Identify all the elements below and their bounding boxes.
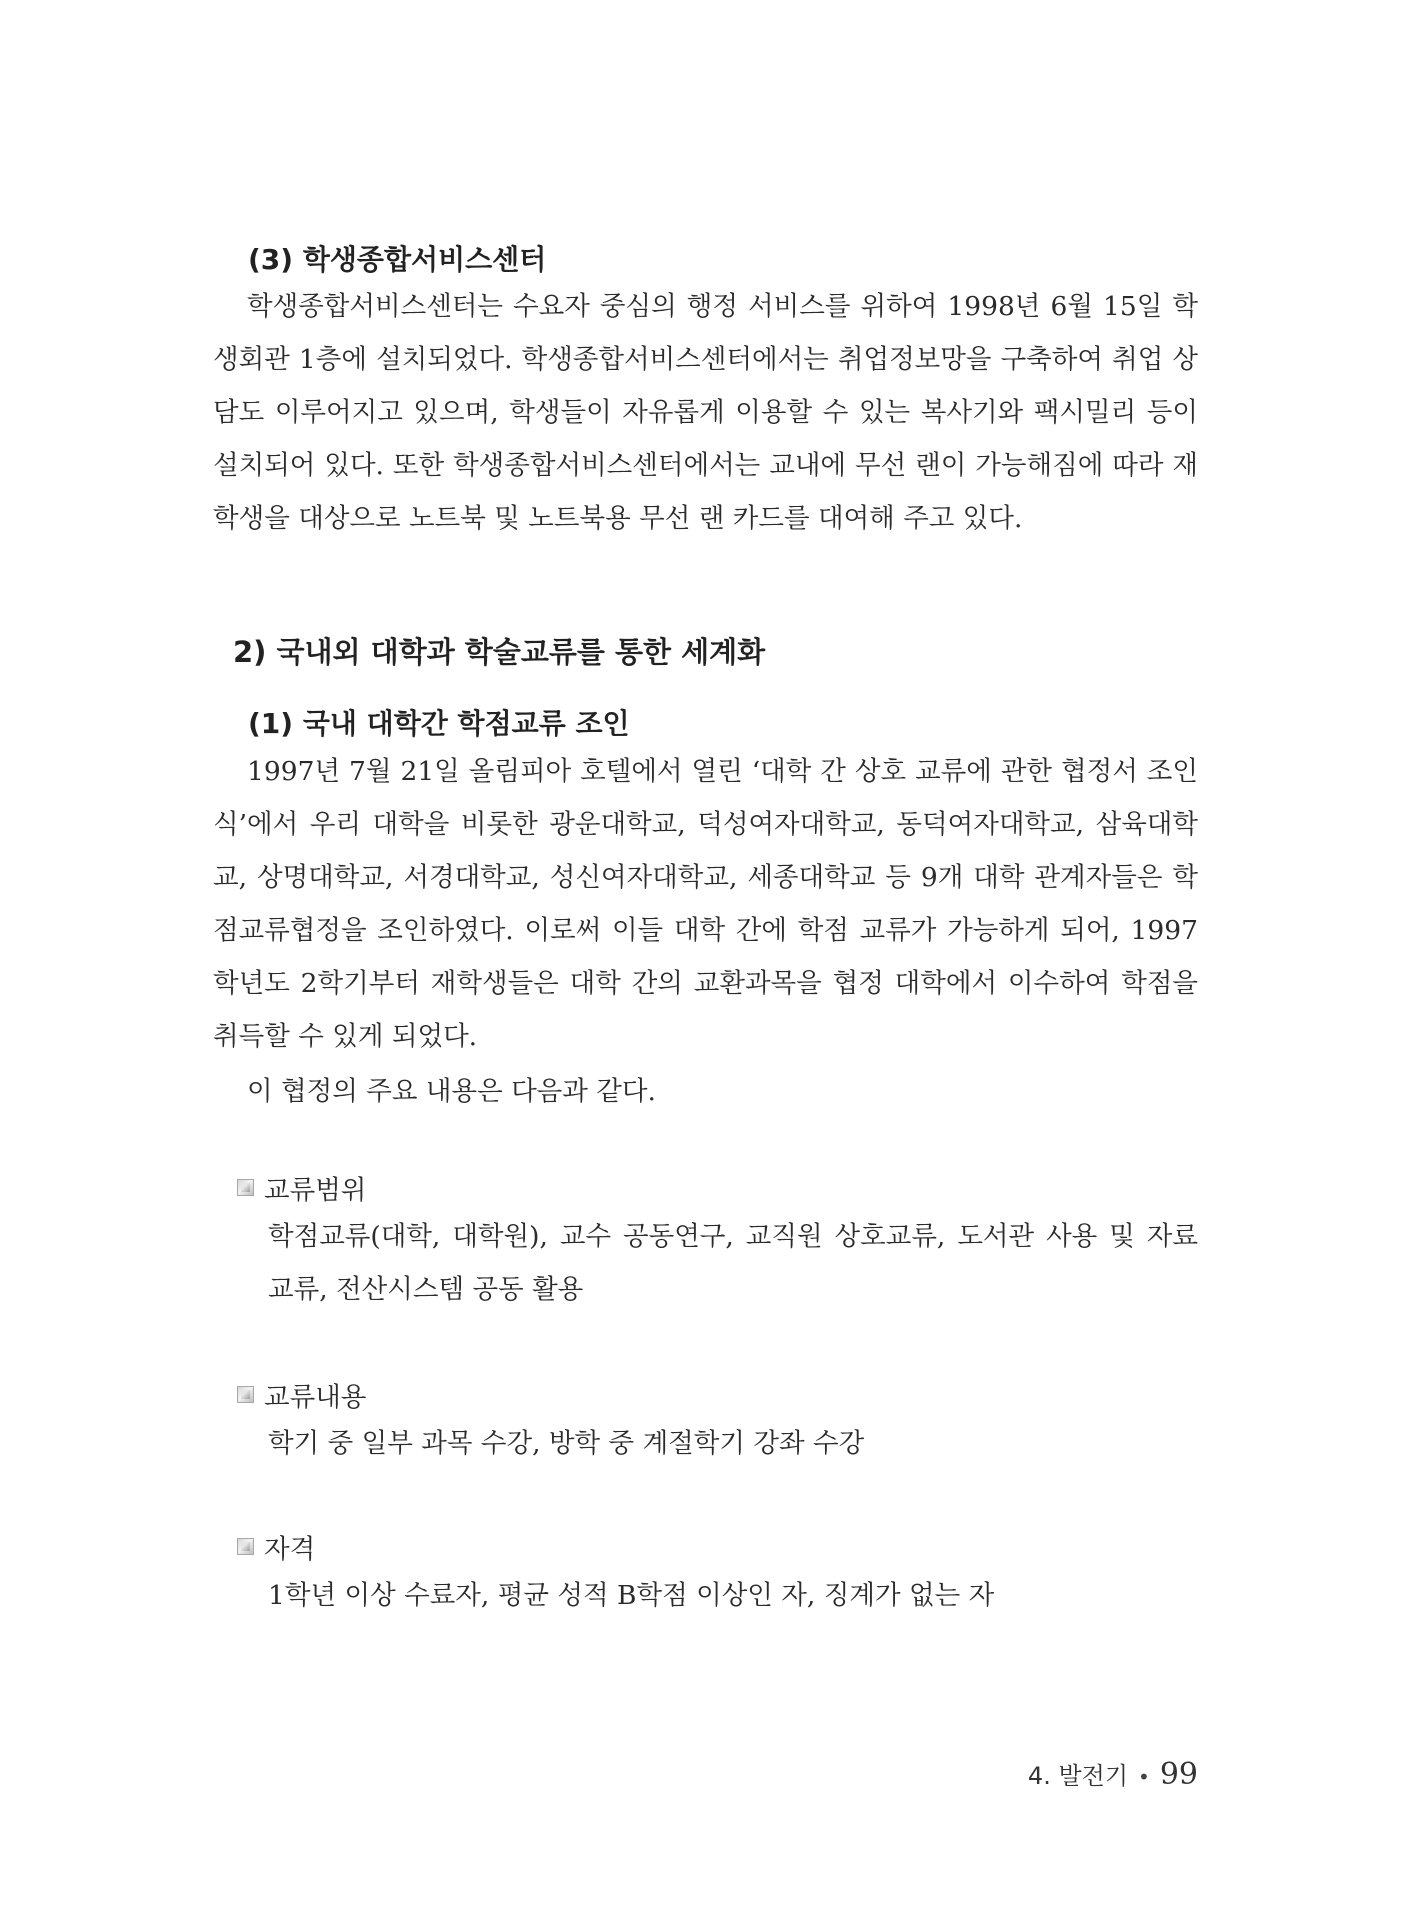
list-item-exchange-content xyxy=(237,1375,366,1414)
list-item-label: 교류내용 xyxy=(264,1382,367,1413)
list-item-qualification xyxy=(237,1527,315,1566)
list-item-text: 1학년 이상 수료자, 평균 성적 B학점 이상인 자, 징계가 없는 자 xyxy=(268,1580,995,1611)
bullet-separator: • xyxy=(1138,1765,1150,1789)
list-item-label: 교류범위 xyxy=(264,1175,367,1206)
square-bullet-icon xyxy=(237,1386,254,1403)
chapter-label: 4. 발전기 xyxy=(1027,1762,1129,1790)
list-item-text: 학점교류(대학, 대학원), 교수 공동연구, 교직원 상호교류, 도서관 사용 및 자료 교류, 전산시스템 공동 활용 xyxy=(268,1221,1198,1305)
list-item-text: 학기 중 일부 과목 수강, 방학 중 계절학기 강좌 수강 xyxy=(268,1428,865,1459)
paragraph-credit-exchange: 1997년 7월 21일 올림피아 호텔에서 열린 ‘대학 간 상호 교류에 관한 협정서 조인식’에서 우리 대학을 비롯한 광운대학교, 덕성여자대학교, 동덕여자대학교, 삼육대학교, 상명대학교, 서경대학교, 성신여자대학교, 세종대학교 등 9개 대학 관계자들은 학점교류협정을 조인하였다. 이로써 이들 대학 간에 학점 교류가 가능하게 되어, 1997학년도 2학기부터 재학생들은 대학 간의 교환과목을 협정 대학에서 이수하여 학점을 취득할 수 있게 되었다. xyxy=(213,756,1198,1052)
section-heading-student-service-center: (3) 학생종합서비스센터 xyxy=(248,243,547,276)
list-item-exchange-scope xyxy=(237,1168,366,1207)
list-item-label: 자격 xyxy=(264,1534,316,1565)
subsection-heading-credit-exchange: (1) 국내 대학간 학점교류 조인 xyxy=(248,707,630,740)
paragraph-agreement-intro: 이 협정의 주요 내용은 다음과 같다. xyxy=(247,1076,656,1107)
section-heading-globalization: 2) 국내외 대학과 학술교류를 통한 세계화 xyxy=(233,635,766,669)
page-footer xyxy=(1028,1756,1198,1792)
square-bullet-icon xyxy=(237,1179,254,1196)
paragraph-student-service-center: 학생종합서비스센터는 수요자 중심의 행정 서비스를 위하여 1998년 6월 15일 학생회관 1층에 설치되었다. 학생종합서비스센터에서는 취업정보망을 구축하여 취업 상담도 이루어지고 있으며, 학생들이 자유롭게 이용할 수 있는 복사기와 팩시밀리 등이 설치되어 있다. 또한 학생종합서비스센터에서는 교내에 무선 랜이 가능해짐에 따라 재학생을 대상으로 노트북 및 노트북용 무선 랜 카드를 대여해 주고 있다. xyxy=(213,291,1198,534)
page-number: 99 xyxy=(1159,1757,1198,1792)
square-bullet-icon xyxy=(237,1538,254,1555)
